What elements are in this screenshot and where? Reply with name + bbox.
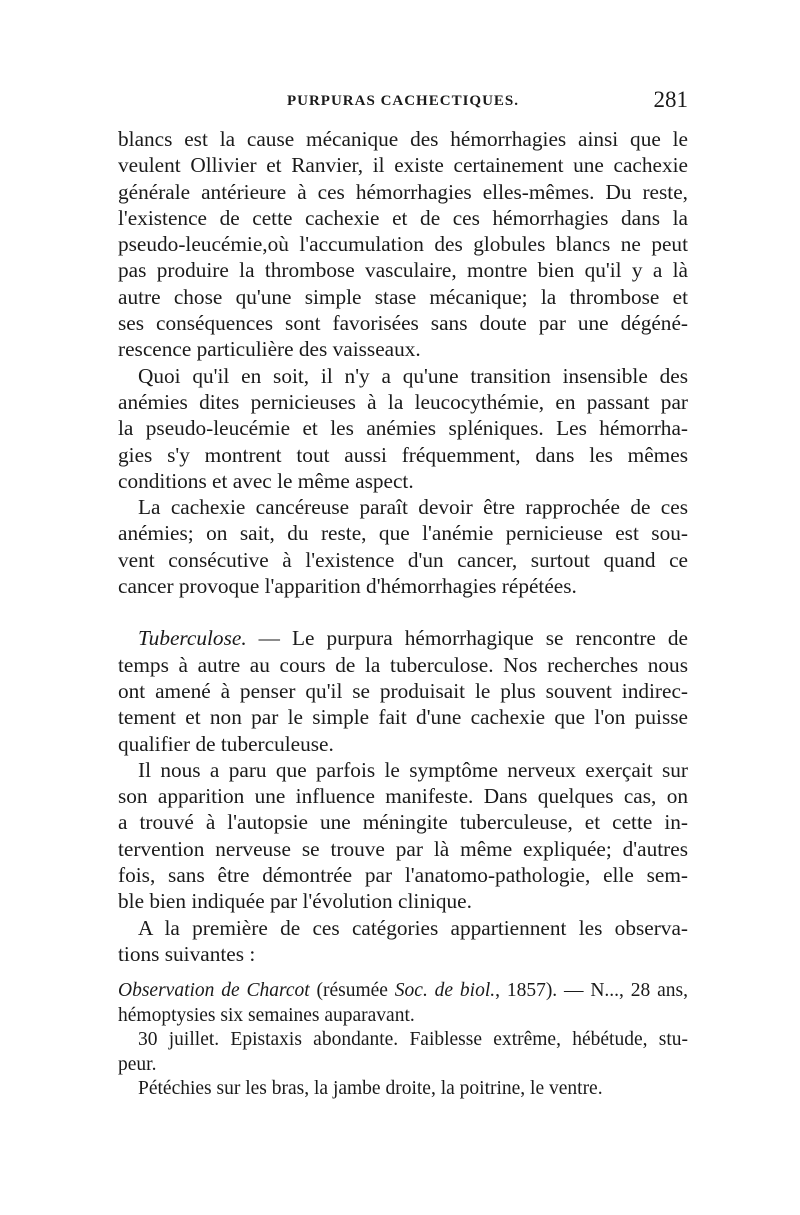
text-line: rescence particulière des vaisseaux. xyxy=(118,337,421,362)
page-number: 281 xyxy=(653,87,688,112)
text-span: — Le purpura hémorrhagique se rencontre de xyxy=(246,626,688,651)
text-line: anémies dites pernicieuses à la leucocythémie, en passant par xyxy=(118,389,688,414)
text-line: Pétéchies sur les bras, la jambe droite, la poitrine, le ventre. xyxy=(138,1078,603,1100)
text-line: hémoptysies six semaines auparavant. xyxy=(118,1004,415,1026)
paragraph xyxy=(118,757,688,915)
paragraph xyxy=(118,625,688,756)
paragraph xyxy=(118,126,688,363)
text-line: veulent Ollivier et Ranvier, il existe certainement une cachexie xyxy=(118,153,688,178)
text-line: autre chose qu'une simple stase mécanique; la thrombose et xyxy=(118,284,688,309)
paragraph xyxy=(118,494,688,599)
text-line: générale antérieure à ces hémorrhagies elles-mêmes. Du reste, xyxy=(118,179,688,204)
text-line: a trouvé à l'autopsie une méningite tuberculeuse, et cette in- xyxy=(118,810,688,835)
paragraph xyxy=(118,915,688,968)
text-line: ont amené à penser qu'il se produisait le plus souvent indirec- xyxy=(118,678,688,703)
text-line: qualifier de tuberculeuse. xyxy=(118,731,334,756)
observation-note xyxy=(118,979,688,1102)
text-line: l'existence de cette cachexie et de ces hémorrhagies dans la xyxy=(118,205,688,230)
journal-name: Soc. de biol. xyxy=(394,980,496,1002)
observation-title: Observation de Charcot xyxy=(118,980,310,1002)
text-line: tions suivantes : xyxy=(118,941,256,966)
running-title: PURPURAS CACHECTIQUES. xyxy=(286,93,520,109)
text-line xyxy=(118,979,688,1004)
text-line: La cachexie cancéreuse paraît devoir être rapprochée de ces xyxy=(138,495,688,520)
text-line: son apparition une influence manifeste. Dans quelques cas, on xyxy=(118,784,688,809)
text-line: Quoi qu'il en soit, il n'y a qu'une transition insensible des xyxy=(138,363,688,388)
text-line: A la première de ces catégories appartiennent les observa- xyxy=(138,915,688,940)
text-span: (résumée xyxy=(309,980,395,1002)
text-line: vent consécutive à l'existence d'un cancer, surtout quand ce xyxy=(118,547,688,572)
text-line: cancer provoque l'apparition d'hémorrhagies répétées. xyxy=(118,574,577,599)
text-line: blancs est la cause mécanique des hémorrhagies ainsi que le xyxy=(118,127,688,151)
text-line: tervention nerveuse se trouve par là même expliquée; d'autres xyxy=(118,836,688,861)
text-line: peur. xyxy=(118,1053,157,1075)
text-line: ble bien indiquée par l'évolution clinique. xyxy=(118,889,472,914)
text-line: anémies; on sait, du reste, que l'anémie pernicieuse est sou- xyxy=(118,521,688,546)
text-line: pseudo-leucémie,où l'accumulation des globules blancs ne peut xyxy=(118,232,688,257)
section-gap xyxy=(118,967,688,979)
text-line: conditions et avec le même aspect. xyxy=(118,468,414,493)
text-line: Il nous a paru que parfois le symptôme nerveux exerçait sur xyxy=(138,757,688,782)
text-line: ses conséquences sont favorisées sans doute par une dégéné- xyxy=(118,311,688,336)
paragraph xyxy=(118,363,688,494)
text-line: la pseudo-leucémie et les anémies spléniques. Les hémorrha- xyxy=(118,416,688,441)
text-line: gies s'y montrent tout aussi fréquemment, dans les mêmes xyxy=(118,442,688,467)
text-span: , 1857). — N..., 28 ans, xyxy=(495,980,688,1002)
running-head xyxy=(118,87,688,123)
section-gap xyxy=(118,599,688,625)
text-line xyxy=(118,625,688,651)
body-text xyxy=(118,126,688,1102)
text-line: fois, sans être démontrée par l'anatomo-pathologie, elle sem- xyxy=(118,863,688,888)
text-line: pas produire la thrombose vasculaire, montre bien qu'il y a là xyxy=(118,258,688,283)
text-line: tement et non par le simple fait d'une cachexie que l'on puisse xyxy=(118,705,688,730)
section-heading: Tuberculose. xyxy=(138,626,247,651)
text-line: 30 juillet. Epistaxis abondante. Faiblesse extrême, hébétude, stu- xyxy=(138,1029,688,1051)
text-line: temps à autre au cours de la tuberculose. Nos recherches nous xyxy=(118,652,688,677)
